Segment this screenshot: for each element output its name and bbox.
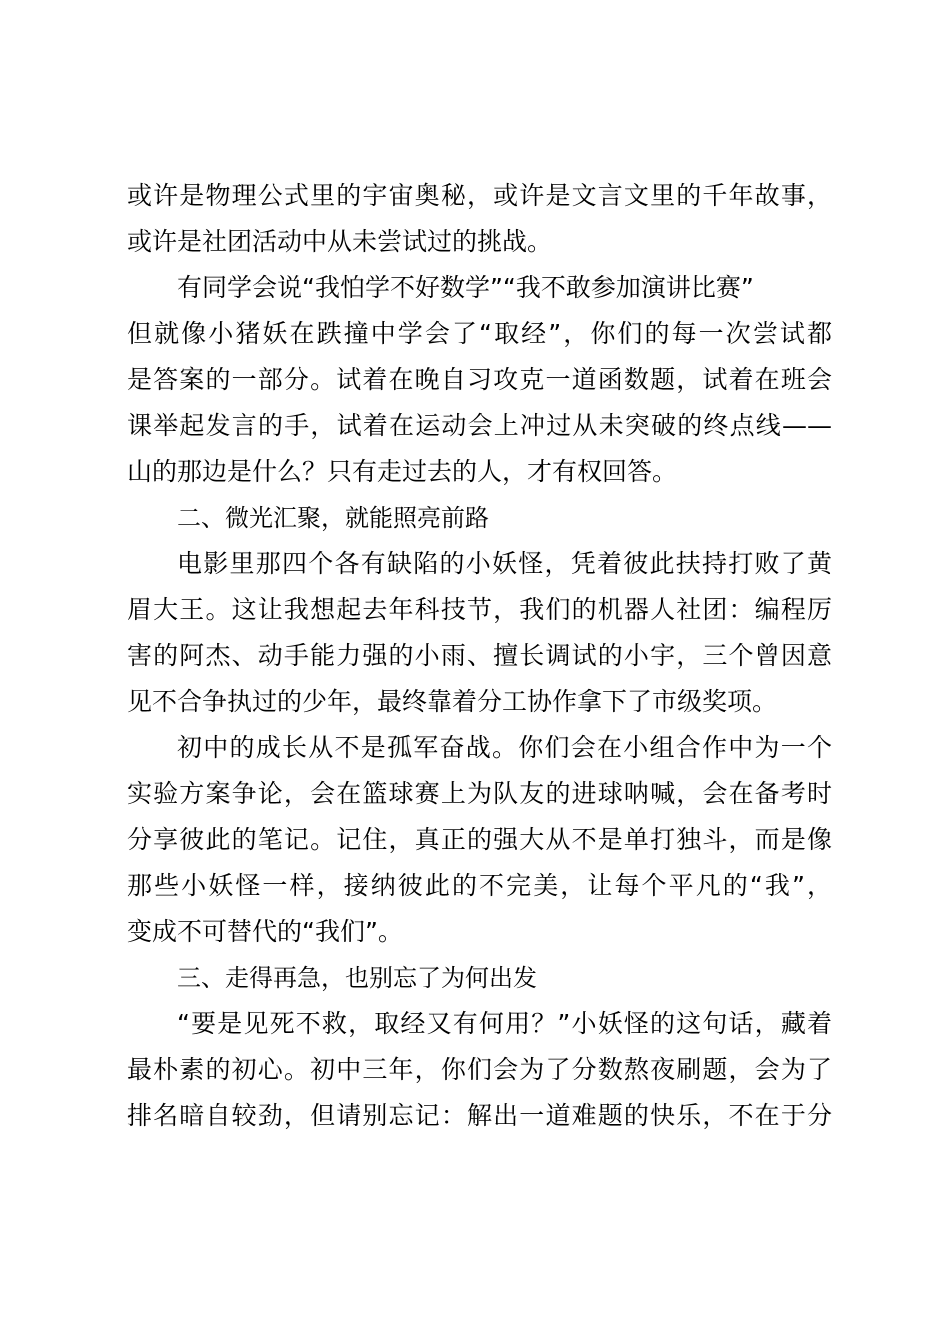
text-line: 变成不可替代的“我们”。 — [127, 917, 403, 946]
text-line: 山的那边是什么？只有走过去的人，才有权回答。 — [127, 457, 678, 486]
document-body — [127, 173, 832, 1139]
text-line: 课举起发言的手，试着在运动会上冲过从未突破的终点线—— — [127, 411, 832, 440]
text-line: 那些小妖怪一样，接纳彼此的不完美，让每个平凡的“我”， — [127, 871, 832, 900]
text-line: 或许是社团活动中从未尝试过的挑战。 — [127, 227, 553, 256]
text-line: 有同学会说“我怕学不好数学”“我不敢参加演讲比赛” — [177, 273, 754, 302]
text-line: “要是见死不救，取经又有何用？”小妖怪的这句话，藏着 — [177, 1009, 832, 1038]
section-heading — [127, 495, 832, 541]
text-line: 分享彼此的笔记。记住，真正的强大从不是单打独斗，而是像 — [127, 825, 832, 854]
section-heading-text: 二、微光汇聚，就能照亮前路 — [177, 504, 489, 532]
text-line: 最朴素的初心。初中三年，你们会为了分数熬夜刷题，会为了 — [127, 1055, 832, 1084]
paragraph — [127, 265, 832, 495]
paragraph — [127, 725, 832, 955]
text-line: 但就像小猪妖在跌撞中学会了“取经”，你们的每一次尝试都 — [127, 319, 832, 348]
text-line: 实验方案争论，会在篮球赛上为队友的进球呐喊，会在备考时 — [127, 779, 832, 808]
text-line: 是答案的一部分。试着在晚自习攻克一道函数题，试着在班会 — [127, 365, 832, 394]
text-line: 电影里那四个各有缺陷的小妖怪，凭着彼此扶持打败了黄 — [177, 549, 832, 578]
text-line: 排名暗自较劲，但请别忘记：解出一道难题的快乐，不在于分 — [127, 1101, 832, 1130]
text-line: 或许是物理公式里的宇宙奥秘，或许是文言文里的千年故事， — [127, 181, 832, 210]
text-line: 害的阿杰、动手能力强的小雨、擅长调试的小宇，三个曾因意 — [127, 641, 832, 670]
section-heading-text: 三、走得再急，也别忘了为何出发 — [177, 964, 537, 992]
paragraph — [127, 1001, 832, 1139]
section-heading — [127, 955, 832, 1001]
text-line: 眉大王。这让我想起去年科技节，我们的机器人社团：编程厉 — [127, 595, 832, 624]
paragraph — [127, 541, 832, 725]
text-line: 见不合争执过的少年，最终靠着分工协作拿下了市级奖项。 — [127, 687, 778, 716]
paragraph — [127, 173, 832, 265]
text-line: 初中的成长从不是孤军奋战。你们会在小组合作中为一个 — [177, 733, 832, 762]
